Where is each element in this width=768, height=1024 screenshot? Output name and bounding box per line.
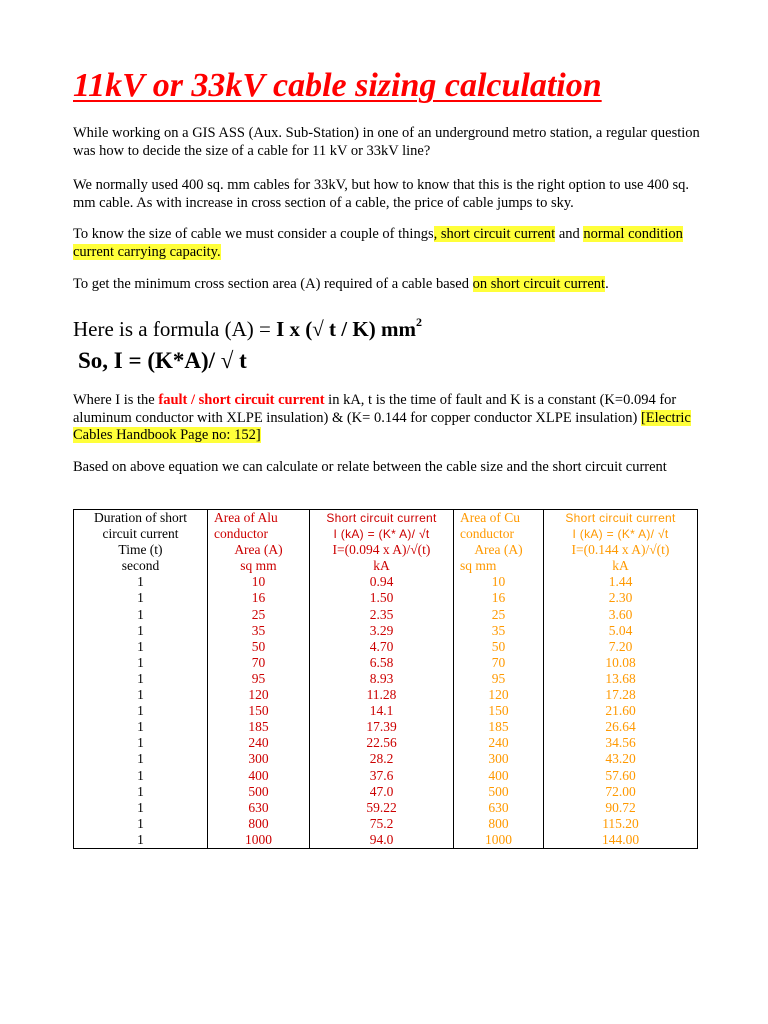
header-cell-alu-area: Area (A) (208, 542, 310, 558)
table-row (74, 768, 698, 784)
cell-alu-area: 10 (208, 574, 310, 590)
cell-time: 1 (74, 703, 208, 719)
cell-alu-current: 17.39 (310, 719, 454, 735)
cell-cu-current: 5.04 (544, 623, 698, 639)
table-row (74, 623, 698, 639)
cell-cu-current: 57.60 (544, 768, 698, 784)
cell-cu-current: 144.00 (544, 832, 698, 849)
header-cell-cu-area: sq mm (454, 558, 544, 574)
intro-paragraph: While working on a GIS ASS (Aux. Sub-Station) in one of an underground metro station, a regular question was how to decide the size of a cable for 11 kV or 33kV line? (73, 125, 700, 159)
cell-time: 1 (74, 655, 208, 671)
cell-cu-current: 7.20 (544, 639, 698, 655)
header-row (74, 542, 698, 558)
cell-alu-current: 3.29 (310, 623, 454, 639)
table-row (74, 800, 698, 816)
table-row (74, 703, 698, 719)
normal-current-highlight: normal condition current carrying capacity. (73, 226, 683, 260)
cell-cu-current: 26.64 (544, 719, 698, 735)
table-row (74, 816, 698, 832)
definitions-constants: in kA, t is the time of fault and K is a constant (K=0.094 for aluminum conductor with XLPE insulation) & (K= 0.144 for copper conductor XLPE insulation) (73, 392, 677, 426)
header-row (74, 510, 698, 527)
cell-time: 1 (74, 719, 208, 735)
cell-alu-area: 630 (208, 800, 310, 816)
cell-cu-area: 50 (454, 639, 544, 655)
table-row (74, 735, 698, 751)
cell-alu-current: 47.0 (310, 784, 454, 800)
cell-alu-current: 1.50 (310, 590, 454, 606)
area-formula-lead: Here is a formula (A) = (73, 317, 277, 341)
cell-alu-current: 8.93 (310, 671, 454, 687)
table-row (74, 687, 698, 703)
cell-alu-current: 2.35 (310, 607, 454, 623)
cell-cu-area: 800 (454, 816, 544, 832)
cell-cu-area: 16 (454, 590, 544, 606)
cell-cu-current: 90.72 (544, 800, 698, 816)
cell-cu-area: 630 (454, 800, 544, 816)
header-cell-alu-current: I=(0.094 x A)/√(t) (310, 542, 454, 558)
min-area-period: . (605, 276, 609, 292)
header-cell-cu-current: Short circuit current (544, 510, 698, 527)
cell-time: 1 (74, 768, 208, 784)
header-cell-duration: second (74, 558, 208, 574)
cell-alu-area: 16 (208, 590, 310, 606)
cell-alu-area: 800 (208, 816, 310, 832)
header-cell-cu-area: Area (A) (454, 542, 544, 558)
cell-alu-area: 35 (208, 623, 310, 639)
header-row (74, 526, 698, 542)
considerations-text: To know the size of cable we must consider a couple of things (73, 226, 434, 242)
cell-alu-area: 150 (208, 703, 310, 719)
cell-cu-current: 3.60 (544, 607, 698, 623)
cell-cu-area: 500 (454, 784, 544, 800)
cell-cu-current: 17.28 (544, 687, 698, 703)
cable-sizing-table (73, 509, 698, 849)
cell-cu-area: 1000 (454, 832, 544, 849)
cell-cu-current: 43.20 (544, 751, 698, 767)
cell-cu-area: 35 (454, 623, 544, 639)
cell-cu-area: 70 (454, 655, 544, 671)
cell-cu-current: 21.60 (544, 703, 698, 719)
table-row (74, 751, 698, 767)
cell-alu-current: 6.58 (310, 655, 454, 671)
cell-alu-area: 500 (208, 784, 310, 800)
fault-current-term: fault / short circuit current (158, 392, 325, 408)
cell-alu-area: 25 (208, 607, 310, 623)
cell-alu-area: 300 (208, 751, 310, 767)
cable-size-paragraph: We normally used 400 sq. mm cables for 33kV, but how to know that this is the right option to use 400 sq. mm cable. As with increase in cross section of a cable, the price of cable jumps to sky. (73, 177, 689, 211)
table-row (74, 639, 698, 655)
cell-cu-area: 400 (454, 768, 544, 784)
header-cell-cu-current: I=(0.144 x A)/√(t) (544, 542, 698, 558)
cell-alu-area: 70 (208, 655, 310, 671)
table-row (74, 784, 698, 800)
cell-time: 1 (74, 590, 208, 606)
cell-cu-area: 150 (454, 703, 544, 719)
area-formula-expression: I x (√ t / K) mm (276, 317, 416, 341)
current-formula: So, I = (K*A)/ √ t (78, 348, 247, 373)
header-cell-cu-current: I (kA) = (K* A)/ √t (544, 526, 698, 542)
cell-cu-current: 2.30 (544, 590, 698, 606)
cell-alu-current: 59.22 (310, 800, 454, 816)
table-row (74, 671, 698, 687)
table-row (74, 607, 698, 623)
cell-cu-area: 25 (454, 607, 544, 623)
short-circuit-basis-highlight: on short circuit current (472, 276, 606, 292)
page-title: 11kV or 33kV cable sizing calculation (73, 67, 602, 104)
cell-alu-area: 400 (208, 768, 310, 784)
cell-alu-area: 240 (208, 735, 310, 751)
cell-alu-current: 94.0 (310, 832, 454, 849)
cell-cu-area: 185 (454, 719, 544, 735)
cell-cu-current: 10.08 (544, 655, 698, 671)
cell-alu-current: 11.28 (310, 687, 454, 703)
cell-cu-area: 240 (454, 735, 544, 751)
table-row (74, 590, 698, 606)
cell-time: 1 (74, 623, 208, 639)
header-cell-duration: circuit current (74, 526, 208, 542)
table-row (74, 574, 698, 590)
header-cell-alu-current: I (kA) = (K* A)/ √t (310, 526, 454, 542)
cell-alu-current: 28.2 (310, 751, 454, 767)
cell-time: 1 (74, 784, 208, 800)
cell-cu-area: 120 (454, 687, 544, 703)
considerations-paragraph (73, 226, 703, 261)
cell-alu-area: 1000 (208, 832, 310, 849)
table-intro-paragraph: Based on above equation we can calculate or relate between the cable size and the short circuit current (73, 459, 667, 475)
table-header (74, 510, 698, 575)
header-cell-alu-area: sq mm (208, 558, 310, 574)
cell-cu-area: 10 (454, 574, 544, 590)
cell-alu-area: 95 (208, 671, 310, 687)
cell-cu-current: 72.00 (544, 784, 698, 800)
area-formula-superscript: 2 (415, 315, 422, 329)
cell-time: 1 (74, 832, 208, 849)
min-area-paragraph (73, 276, 703, 294)
table-row (74, 719, 698, 735)
header-cell-duration: Duration of short (74, 510, 208, 527)
cell-alu-area: 50 (208, 639, 310, 655)
cell-time: 1 (74, 751, 208, 767)
cell-alu-current: 0.94 (310, 574, 454, 590)
table-body (74, 574, 698, 848)
cell-cu-area: 95 (454, 671, 544, 687)
cell-alu-current: 37.6 (310, 768, 454, 784)
cell-time: 1 (74, 607, 208, 623)
cell-time: 1 (74, 800, 208, 816)
header-cell-alu-current: Short circuit current (310, 510, 454, 527)
cell-cu-current: 1.44 (544, 574, 698, 590)
short-circuit-highlight: , short circuit current (433, 226, 556, 242)
table-row (74, 655, 698, 671)
cell-alu-area: 120 (208, 687, 310, 703)
cell-time: 1 (74, 687, 208, 703)
area-formula (73, 309, 422, 342)
table-row (74, 832, 698, 849)
header-cell-alu-current: kA (310, 558, 454, 574)
cell-cu-current: 34.56 (544, 735, 698, 751)
considerations-and: and (555, 226, 584, 242)
handbook-reference-highlight: [Electric Cables Handbook Page no: 152] (73, 409, 691, 443)
definitions-paragraph (73, 392, 703, 445)
header-cell-cu-area: Area of Cu (454, 510, 544, 527)
cell-alu-current: 22.56 (310, 735, 454, 751)
cell-cu-current: 13.68 (544, 671, 698, 687)
cell-time: 1 (74, 816, 208, 832)
cell-cu-area: 300 (454, 751, 544, 767)
definitions-lead: Where I is the (73, 392, 159, 408)
cell-cu-current: 115.20 (544, 816, 698, 832)
header-cell-alu-area: conductor (208, 526, 310, 542)
min-area-text: To get the minimum cross section area (A) required of a cable based (73, 276, 473, 292)
cell-time: 1 (74, 671, 208, 687)
cell-alu-current: 75.2 (310, 816, 454, 832)
cell-alu-current: 14.1 (310, 703, 454, 719)
cell-time: 1 (74, 639, 208, 655)
header-row (74, 558, 698, 574)
cell-alu-area: 185 (208, 719, 310, 735)
cell-time: 1 (74, 574, 208, 590)
cell-time: 1 (74, 735, 208, 751)
header-cell-cu-area: conductor (454, 526, 544, 542)
header-cell-duration: Time (t) (74, 542, 208, 558)
cell-alu-current: 4.70 (310, 639, 454, 655)
header-cell-alu-area: Area of Alu (208, 510, 310, 527)
header-cell-cu-current: kA (544, 558, 698, 574)
